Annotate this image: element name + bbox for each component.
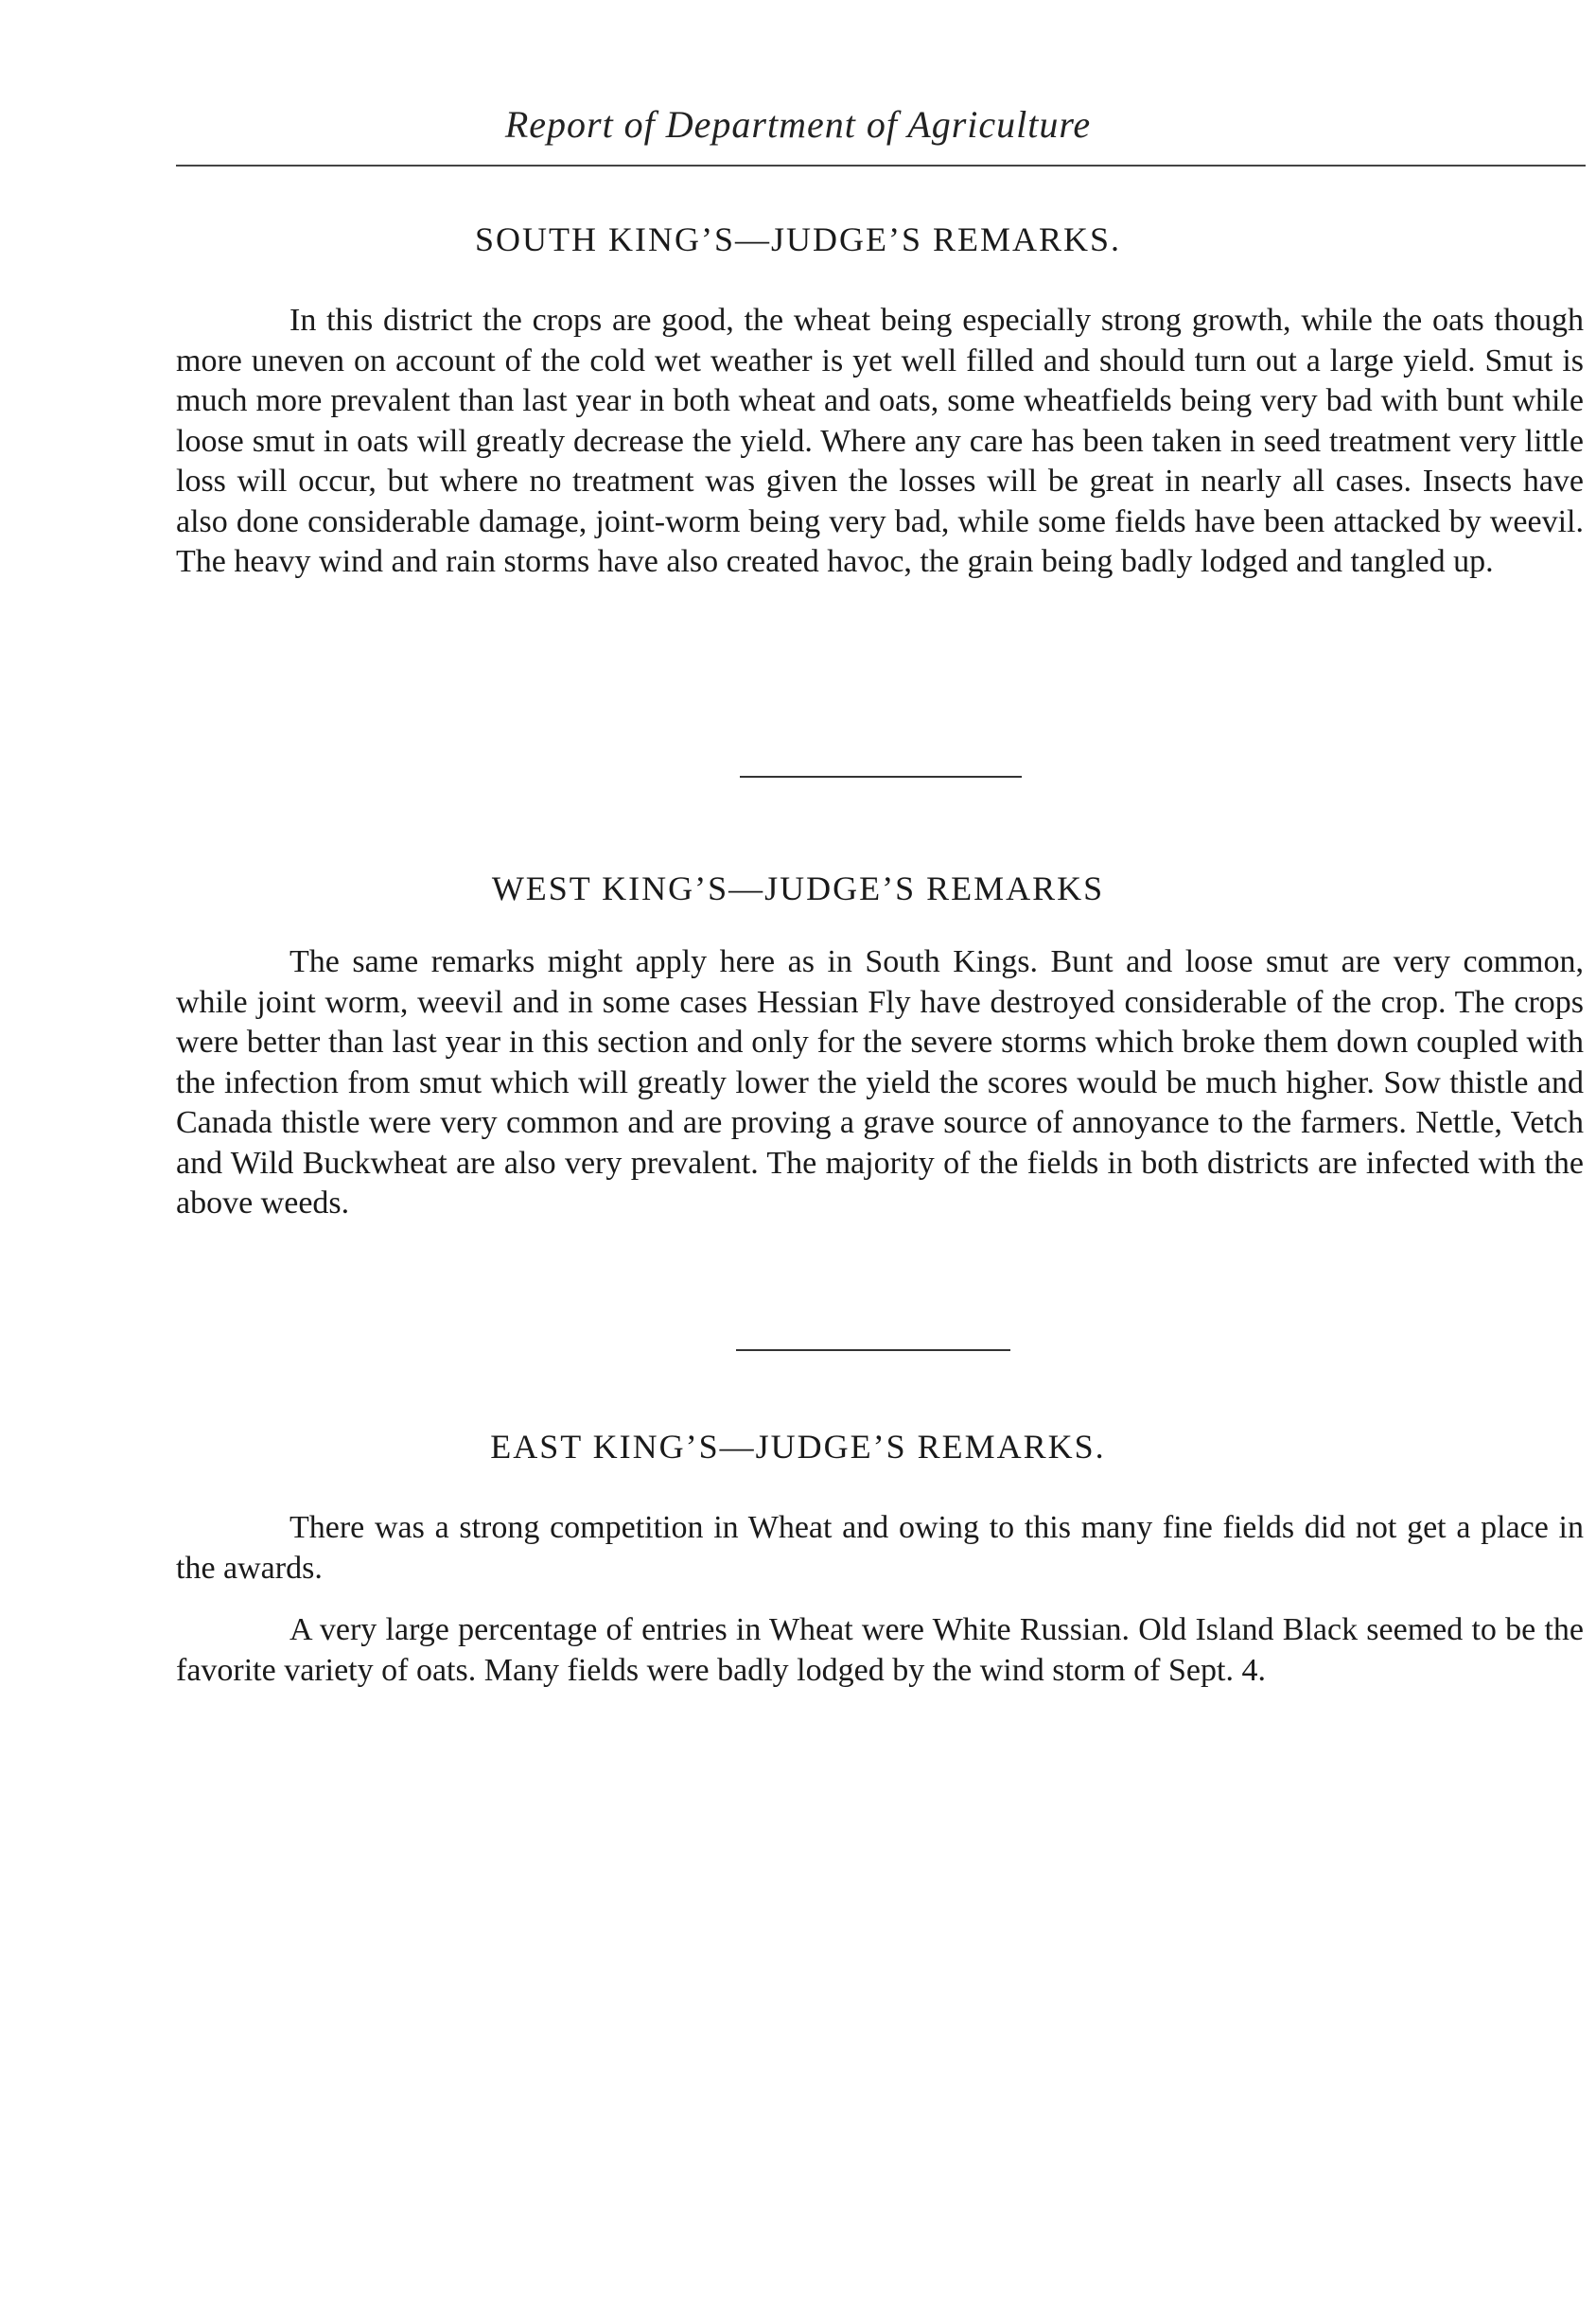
header-rule <box>176 165 1586 167</box>
section-divider <box>740 776 1022 778</box>
running-head: Report of Department of Agriculture <box>504 103 1092 146</box>
section-title-south-kings: SOUTH KING’S—JUDGE’S REMARKS. <box>474 220 1122 258</box>
paragraph-south-kings: In this district the crops are good, the wheat being especially strong growth, while the oats though more uneven on account of the cold wet weather is yet well filled and should turn out a large yield. Smut is much more prevalent than last year in both wheat and oats, some wheatfields being very bad with bunt while loose smut in oats will greatly decrease the yield. Where any care has been taken in seed treatment very little loss will occur, but where no treatment was given the losses will be great in nearly all cases. Insects have also done considerable damage, joint-worm being very bad, while some fields have been attacked by weevil. The heavy wind and rain storms have also created havoc, the grain being badly lodged and tangled up. <box>176 303 1584 579</box>
paragraph-east-kings-1: There was a strong competition in Wheat and owing to this many fine fields did not get a place in the awards. <box>176 1510 1584 1586</box>
section-title-east-kings: EAST KING’S—JUDGE’S REMARKS. <box>490 1428 1106 1466</box>
paragraph-west-kings: The same remarks might apply here as in South Kings. Bunt and loose smut are very common, while joint worm, weevil and in some cases Hessian Fly have destroyed considerable of the crop. The crops were better than last year in this section and only for the severe storms which broke them down coupled with the infection from smut which will greatly lower the yield the scores would be much higher. Sow thistle and Canada thistle were very common and are proving a grave source of annoyance to the farmers. Nettle, Vetch and Wild Buckwheat are also very prevalent. The majority of the fields in both districts are infected with the above weeds. <box>176 944 1584 1221</box>
paragraph-east-kings-2: A very large percentage of entries in Wheat were White Russian. Old Island Black seemed to be the favorite variety of oats. Many fields were badly lodged by the wind storm of Sept. 4. <box>176 1612 1584 1688</box>
section-title-west-kings: WEST KING’S—JUDGE’S REMARKS <box>491 869 1105 907</box>
section-divider <box>736 1349 1010 1351</box>
